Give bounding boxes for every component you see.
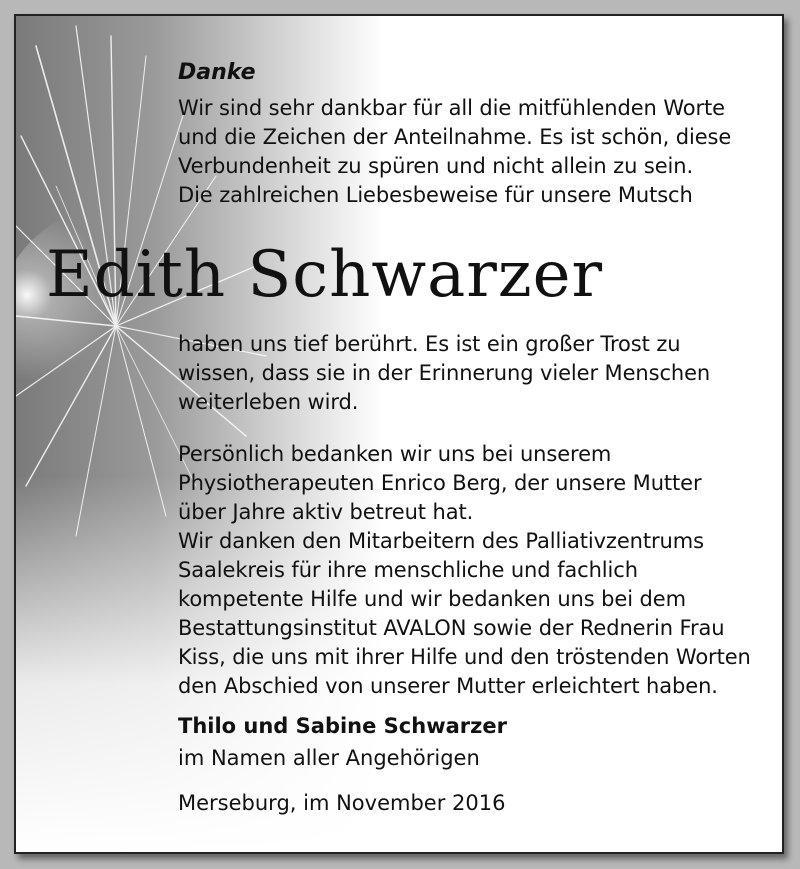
signature-subtitle: im Namen aller Angehörigen	[178, 746, 480, 770]
obituary-card	[14, 14, 784, 854]
heading-danke: Danke	[178, 60, 256, 85]
deceased-name: Edith Schwarzer	[46, 238, 604, 312]
intro-paragraph: Wir sind sehr dankbar für all die mitfühlenden Worte und die Zeichen der Anteilnahme. Es ist schön, diese Verbundenheit zu spüren und nicht allein zu sein. Die zahlreichen Liebesbeweise für unsere Mutsch	[178, 96, 732, 207]
place-date: Merseburg, im November 2016	[178, 791, 506, 815]
signature-names: Thilo und Sabine Schwarzer	[178, 714, 507, 738]
thanks-paragraph: Persönlich bedanken wir uns bei unserem Physiotherapeuten Enrico Berg, der unsere Mutter über Jahre aktiv betreut hat. Wir danken den Mitarbeitern des Palliativzentrums Saalekreis für ihre menschliche und fachlich kompetente Hilfe und wir bedanken uns bei dem Bestattungsinstitut AVALON sowie der Rednerin Frau Kiss, die uns mit ihrer Hilfe und den tröstenden Worten den Abschied von unserer Mutter erleichtert haben.	[178, 442, 751, 698]
continuation-paragraph: haben uns tief berührt. Es ist ein großer Trost zu wissen, dass sie in der Erinnerung vieler Menschen weiterleben wird.	[178, 332, 711, 414]
